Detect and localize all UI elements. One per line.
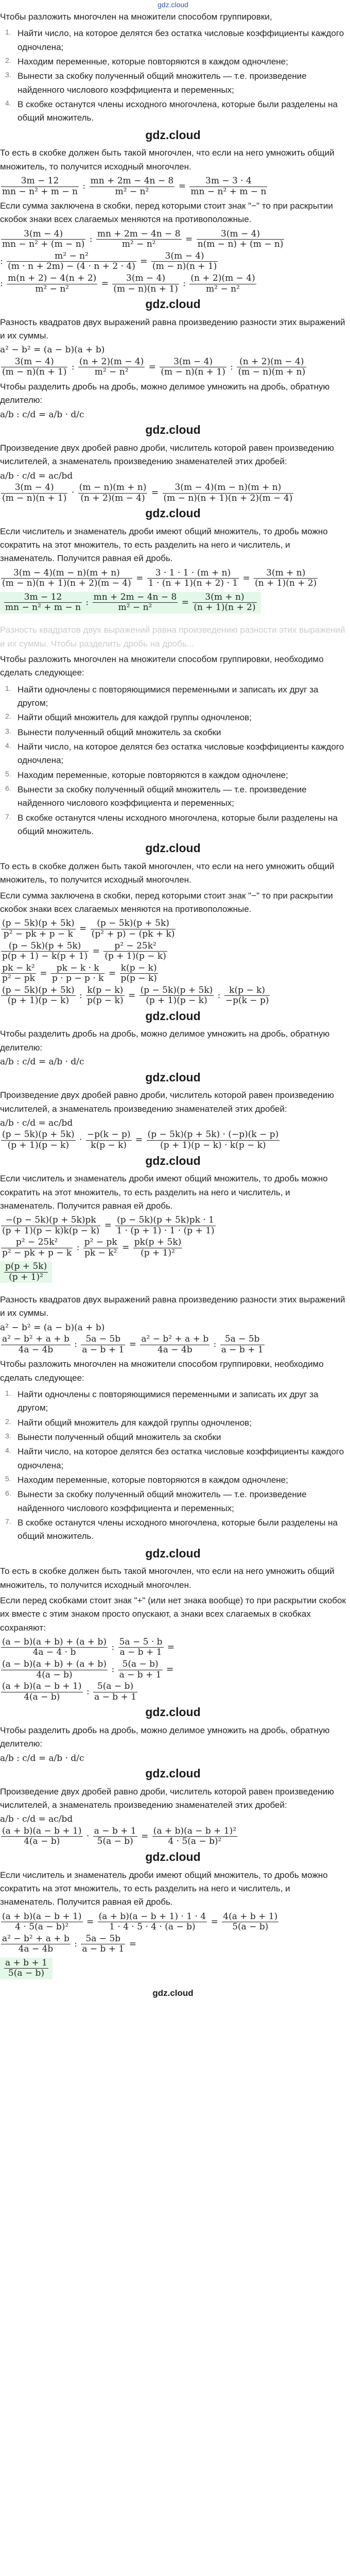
formula: a/b · c/d = ac/bd [0, 1815, 73, 1825]
rule-text: Чтобы разделить дробь на дробь, можно делимое умножить на дробь, обратную делителю: [0, 1725, 330, 1749]
watermark: gdz.cloud [145, 423, 201, 437]
equation: $\frac{\text{a² − b² + a + b}}{4a - 4b}$ : $\frac{5a - 5b}{a - b + 1}$ = $\frac{\text{a² − b² + a + b}}{4a - 4b}$ : $\frac{5a - 5b}{a - b + 1}$ [2, 1334, 264, 1355]
equation: $\frac{(p - 5k)(p + 5k)}{\text{p² − pk + p − k}}$ = $\frac{(p - 5k)(p + 5k)}{\text{(p² + p) − (pk + k)}}$ [2, 919, 175, 939]
equation: $\frac{(a + b)(a - b + 1)}{4(a - b)}$ · $\frac{a - b + 1}{5(a - b)}$ = $\frac{\text{(a + b)(a − b + 1)²}}{\text{4 · 5(a − b)²}}$ [2, 1826, 237, 1847]
rule-text: Если сумма заключена в скобки, перед которыми стоит знак "−" то при раскрытии скобок знаки всех слагаемых меняются на противоположные. [0, 890, 333, 914]
step-item: Найти число, на которое делятся без остатка числовые коэффициенты каждого одночлена; [18, 1447, 344, 1470]
rule-text: Произведение двух дробей равно дроби, числитель которой равен произведению числителей, а знаменатель произведению знаменателей этих дробей: [0, 443, 334, 467]
top-watermark: gdz.cloud [157, 1, 188, 9]
equation: $\frac{(p - 5k)(p + 5k)}{(p + 1)(p - k)}$ · $\frac{-p(k - p)}{k(p - k)}$ = $\frac{(p - 5k)(p + 5k) \cdot (-p)(k - p)}{(p + 1)(p - k) \cdot k(p - k)}$ [2, 1130, 279, 1151]
watermark: gdz.cloud [145, 1767, 201, 1781]
rule-text: Произведение двух дробей равно дроби, числитель которой равен произведению числителей, а знаменатель произведению знаменателей этих дробей: [0, 1090, 334, 1114]
equation: : $\frac{\text{m² − n²}}{(m \cdot n + 2m) - (4 \cdot n + 2 \cdot 4)}$ = $\frac{3(m - 4)}{(m - n)(n + 1)}$ [0, 251, 217, 272]
equation: $\frac{(p - 5k)(p + 5k)}{(p + 1)(p - k)}$ : $\frac{k(p - k)}{p(p - k)}$ = $\frac{(p - 5k)(p + 5k)}{(p + 1)(p - k)}$ : $\frac{k(p - k)}{-p(k - p)}$ [2, 985, 269, 1006]
equation: $\frac{(a + b)(a - b + 1)}{\text{4 · 5(a − b)²}}$ = $\frac{(a + b)(a - b + 1) \cdot 1 \cdot 4}{1 \cdot 4 \cdot 5 \cdot 4 \cdot (a - b)}$ = $\frac{4(a + b + 1)}{5(a - b)}$ [2, 1911, 278, 1933]
formula: a² − b² = (a − b)(a + b) [0, 1323, 105, 1333]
watermark: gdz.cloud [145, 1154, 201, 1167]
rule-text: Чтобы разделить дробь на дробь, можно делимое умножить на дробь, обратную делителю: [0, 1029, 330, 1053]
step-item: Находим переменные, которые повторяются в каждом одночлене; [18, 57, 288, 67]
equation: $\frac{\text{pk − k²}}{\text{p² − pk}}$ = $\frac{pk - k \cdot k}{p \cdot p - p \cdot k}$ = $\frac{k(p - k)}{p(p - k)}$ [2, 963, 157, 984]
step-item: Вынести за скобку полученный общий множитель — т.е. произведение найденного числового коэффициента и переменных; [18, 1489, 307, 1513]
rule-text: То есть в скобке должен быть такой многочлен, что если на него умножить общий множитель, то получится исходный многочлен. [0, 861, 335, 885]
solution-section-1 [0, 9, 346, 619]
final-answer: $\frac{3m - 12}{\text{mn − n² + m − n}}$ : $\frac{mn + 2m - 4n - 8}{\text{m² − n²}}$ = $\frac{3(m + n)}{(n + 1)(n + 2)}$ [0, 592, 261, 614]
equation: $\frac{3(m - 4)}{(m - n)(n + 1)}$ · $\frac{(m - n)(m + n)}{(n + 2)(m - 4)}$ = $\frac{3(m - 4)(m - n)(m + n)}{(m - n)(n + 1)(n + 2)(m - 4)}$ [2, 483, 293, 503]
step-item: Найти число, на которое делятся без остатка числовые коэффициенты каждого одночлена; [18, 28, 344, 52]
formula: a/b · c/d = ac/bd [0, 471, 73, 481]
watermark: gdz.cloud [152, 1988, 194, 1998]
step-item: Вынести полученный общий множитель за скобки [18, 1432, 221, 1442]
equation: $\frac{3(m - 4)}{\text{mn − n² + (m − n)}}$ : $\frac{mn + 2m - 4n - 8}{\text{m² − n²}}$ = $\frac{3(m - 4)}{n(m - n) + (m - n)}$ [2, 229, 284, 250]
watermark: gdz.cloud [145, 297, 201, 311]
faded-text: Разность квадратов двух выражений равна произведению разности этих выражений и их суммы. Чтобы разделить дробь на дробь... [0, 625, 345, 649]
step-item: Вынести за скобку полученный общий множитель — т.е. произведение найденного числового коэффициента и переменных; [18, 71, 307, 95]
rule-text: То есть в скобке должен быть такой многочлен, что если на него умножить общий множитель, то получится исходный многочлен. [0, 1566, 335, 1590]
steps-list [0, 683, 346, 839]
rule-text: Произведение двух дробей равно дроби, числитель которой равен произведению числителей, а знаменатель произведению знаменателей этих дробей: [0, 1786, 334, 1810]
final-answer: $\frac{a + b + 1}{5(a - b)}$ [0, 1958, 52, 1979]
formula: a/b : c/d = a/b · d/c [0, 1753, 84, 1764]
solution-section-3 [0, 1292, 346, 1999]
rule-text: Если числитель и знаменатель дроби имеют общий множитель, то дробь можно сократить на этот множитель, то есть разделить на него и числитель, и знаменатель. Получится равная ей дробь. [0, 1870, 328, 1907]
rule-text: Если числитель и знаменатель дроби имеют общий множитель, то дробь можно сократить на этот множитель, то есть разделить на него и числитель, и знаменатель. Получится равная ей дробь. [0, 526, 328, 564]
equation: $\frac{\text{p² − 25k²}}{\text{p² − pk + p − k}}$ : $\frac{\text{p² − pk}}{\text{pk − k²}}$ = $\frac{pk(p + 5k)}{\text{(p + 1)²}}$ [2, 1238, 182, 1258]
equation: $\frac{-(p - 5k)(p + 5k)pk}{(p + 1)(p - k)k(p - k)}$ = $\frac{(p - 5k)(p + 5k)pk \cdot 1}{1 \cdot (p + 1) \cdot 1 \cdot (p + 1)}$ [2, 1215, 215, 1236]
rule-text: Чтобы разделить дробь на дробь, можно делимое умножить на дробь, обратную делителю: [0, 382, 330, 405]
step-item: Найти одночлены с повторяющимися переменными и записать их друг за другом; [18, 1389, 319, 1413]
rule-text: Если сумма заключена в скобки, перед которыми стоит знак "−" то при раскрытии скобок знаки всех слагаемых меняются на противоположные. [0, 201, 333, 225]
equation: $\frac{(a - b)(a + b) + (a + b)}{4(a - b)}$ : $\frac{5(a - b)}{a - b + 1}$ = [2, 1659, 174, 1680]
final-answer: $\frac{p(p + 5k)}{\text{(p + 1)²}}$ [0, 1261, 52, 1283]
step-item: Находим переменные, которые повторяются в каждом одночлене; [18, 1475, 288, 1485]
intro-text: Чтобы разложить многочлен на множители способом группировки, необходимо сделать следующее: [0, 1359, 324, 1383]
rule-text: Разность квадратов двух выражений равна произведению разности этих выражений и их суммы. [0, 317, 345, 341]
solution-section-2 [0, 622, 346, 1289]
equation: : $\frac{m(n + 2) - 4(n + 2)}{\text{m² − n²}}$ = $\frac{3(m - 4)}{(m - n)(n + 1)}$ : $\frac{(n + 2)(m - 4)}{\text{m² − n²}}$ [0, 274, 255, 294]
watermark: gdz.cloud [145, 1009, 201, 1023]
step-item: Найти одночлены с повторяющимися переменными и записать их друг за другом; [18, 684, 319, 708]
equation: $\frac{3(m - 4)(m - n)(m + n)}{(m - n)(n + 1)(n + 2)(m - 4)}$ = $\frac{3 \cdot 1 \cdot 1 \cdot (m + n)}{1 \cdot (n + 1)(n + 2) \cdot 1}$ = $\frac{3(m + n)}{(n + 1)(n + 2)}$ [2, 568, 317, 589]
formula: a² − b² = (a − b)(a + b) [0, 345, 105, 355]
intro-text: Чтобы разложить многочлен на множители способом группировки, [0, 12, 272, 22]
equation: $\frac{3(m - 4)}{(m - n)(n + 1)}$ : $\frac{(n + 2)(m - 4)}{\text{m² − n²}}$ = $\frac{3(m - 4)}{(m - n)(n + 1)}$ : $\frac{(n + 2)(m - 4)}{(m - n)(m + n)}$ [2, 357, 306, 378]
watermark: gdz.cloud [145, 1705, 201, 1719]
step-item: Вынести за скобку полученный общий множитель — т.е. произведение найденного числового коэффициента и переменных; [18, 785, 307, 808]
steps-list [0, 27, 346, 125]
equation: $\frac{(a + b)(a - b + 1)}{4(a - b)}$ : $\frac{5(a - b)}{a - b + 1}$ [2, 1682, 137, 1702]
intro-text: Чтобы разложить многочлен на множители способом группировки, необходимо сделать следующее: [0, 654, 324, 678]
watermark: gdz.cloud [145, 1850, 201, 1863]
step-item: Найти общий множитель для каждой группы одночленов; [18, 713, 252, 723]
step-item: Найти общий множитель для каждой группы одночленов; [18, 1417, 252, 1428]
watermark: gdz.cloud [145, 1546, 201, 1560]
formula: a/b : c/d = a/b · d/c [0, 410, 84, 420]
equation: $\frac{(a - b)(a + b) + (a + b)}{4a - 4 \cdot b}$ : $\frac{5a - 5 \cdot b}{a - b + 1}$ = [2, 1637, 175, 1658]
step-item: Находим переменные, которые повторяются в каждом одночлене; [18, 770, 288, 780]
rule-text: Разность квадратов двух выражений равна произведению разности этих выражений и их суммы. [0, 1294, 345, 1318]
watermark: gdz.cloud [145, 1070, 201, 1084]
formula: a/b · c/d = ac/bd [0, 1118, 73, 1128]
rule-text: Если числитель и знаменатель дроби имеют общий множитель, то дробь можно сократить на этот множитель, то есть разделить на него и числитель, и знаменатель. Получится равная ей дробь. [0, 1174, 328, 1211]
equation: $\frac{\text{a² − b² + a + b}}{4a - 4b}$ : $\frac{5a - 5b}{a - b + 1}$ = [2, 1934, 136, 1955]
equation: $\frac{(p - 5k)(p + 5k)}{p(p + 1) - k(p + 1)}$ = $\frac{\text{p² − 25k²}}{(p + 1)(p - k)}$ [2, 941, 166, 962]
watermark: gdz.cloud [145, 841, 201, 855]
equation: $\frac{3m - 12}{\text{mn − n² + m − n}}$ : $\frac{mn + 2m - 4n - 8}{\text{m² − n²}}$ = $\frac{3m - 3 \cdot 4}{\text{mn − n² + m − n}}$ [2, 176, 267, 197]
rule-text: Если перед скобками стоит знак "+" (или нет знака вообще) то при раскрытии скобок их вместе с этим знаком просто опускают, а знаки всех слагаемых в скобках сохраняют: [0, 1595, 346, 1633]
step-item: В скобке останутся члены исходного многочлена, которые были разделены на общий множитель. [18, 1517, 338, 1541]
steps-list [0, 1388, 346, 1544]
watermark: gdz.cloud [145, 506, 201, 520]
step-item: Найти число, на которое делятся без остатка числовые коэффициенты каждого одночлена; [18, 742, 344, 766]
step-item: В скобке останутся члены исходного многочлена, которые были разделены на общий множитель. [18, 99, 338, 123]
rule-text: То есть в скобке должен быть такой многочлен, что если на него умножить общий множитель, то получится исходный многочлен. [0, 148, 335, 172]
step-item: В скобке останутся члены исходного многочлена, которые были разделены на общий множитель. [18, 812, 338, 837]
watermark: gdz.cloud [145, 128, 201, 142]
formula: a/b : c/d = a/b · d/c [0, 1057, 84, 1067]
step-item: Вынести полученный общий множитель за скобки [18, 727, 221, 737]
